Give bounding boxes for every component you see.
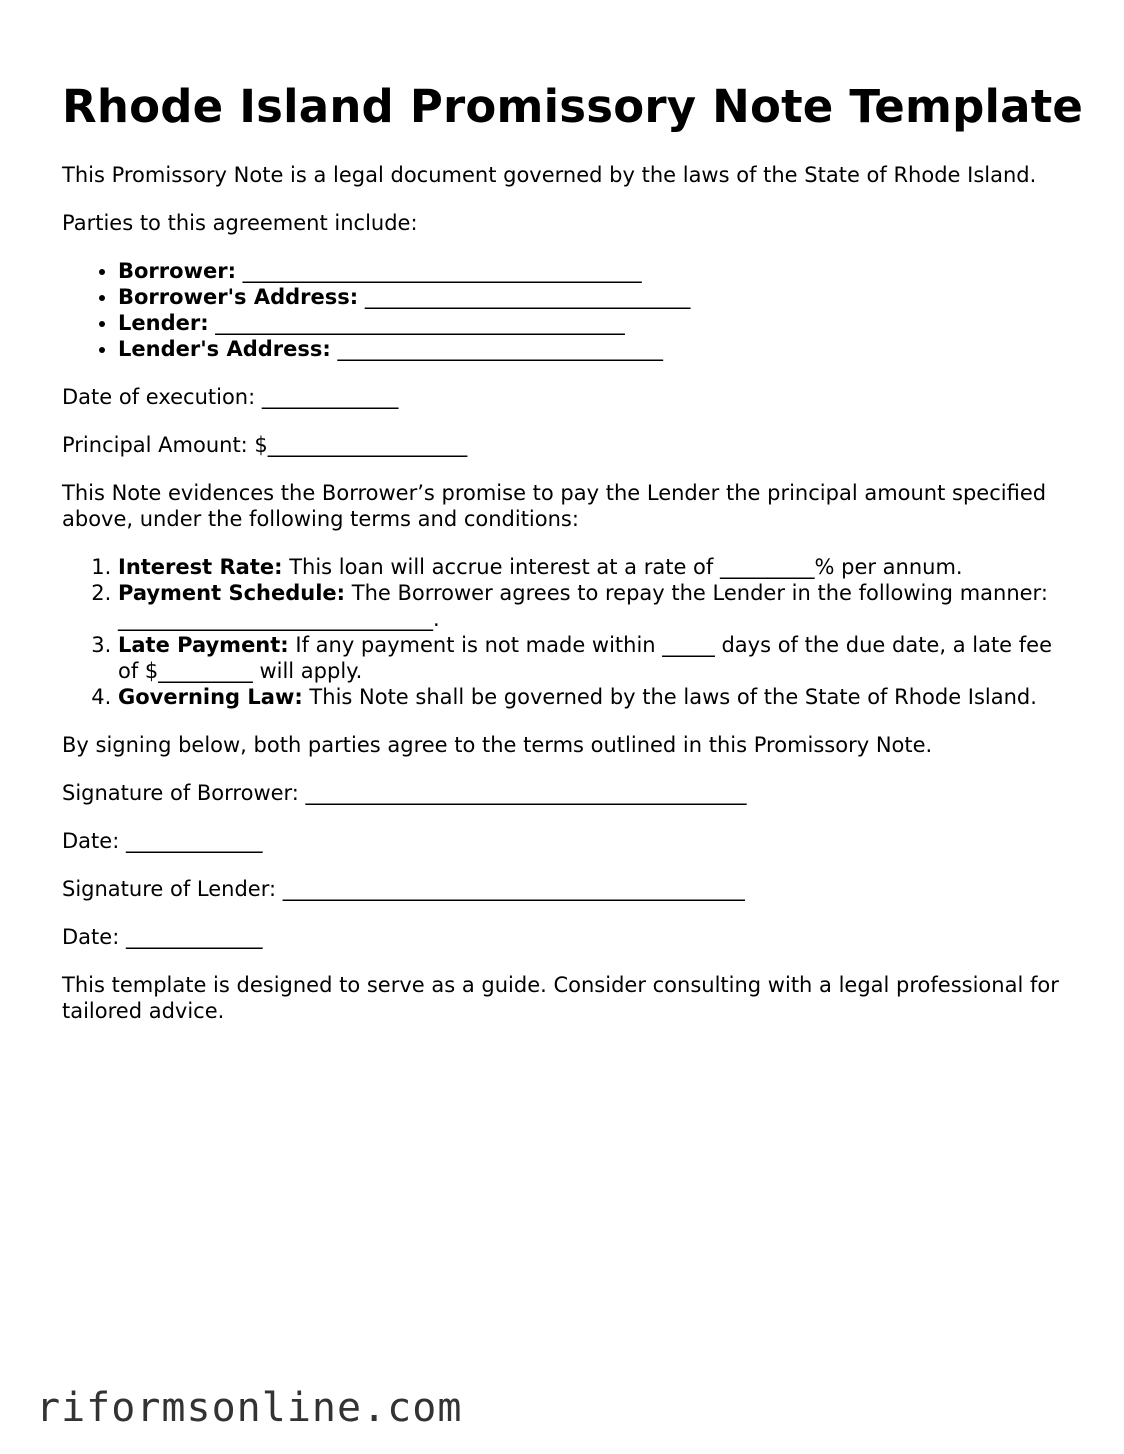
- list-item: [118, 258, 1072, 284]
- parties-list: [62, 258, 1072, 362]
- list-item: [118, 554, 1072, 580]
- date-borrower-line: Date: _____________: [62, 829, 263, 853]
- party-blank: _______________________________: [358, 285, 691, 309]
- party-label: Borrower's Address:: [118, 285, 359, 309]
- evidence-paragraph: This Note evidences the Borrower’s promise to pay the Lender the principal amount specified above, under the following terms and conditions:: [62, 481, 1047, 531]
- principal-amount: Principal Amount: $___________________: [62, 433, 468, 457]
- page-title: Rhode Island Promissory Note Template: [62, 80, 1084, 133]
- intro-paragraph: This Promissory Note is a legal document governed by the laws of the State of Rhode Island.: [62, 163, 1037, 187]
- party-label: Lender's Address:: [118, 337, 331, 361]
- terms-list: [62, 554, 1072, 710]
- term-label: Governing Law:: [118, 685, 303, 709]
- party-label: Lender:: [118, 311, 209, 335]
- site-watermark: riformsonline.com: [36, 1385, 463, 1431]
- date-lender-line: Date: _____________: [62, 925, 263, 949]
- term-text: The Borrower agrees to repay the Lender in the following manner: ______________________________.: [118, 581, 1048, 631]
- disclaimer-paragraph: This template is designed to serve as a guide. Consider consulting with a legal professional for tailored advice.: [62, 973, 1059, 1023]
- list-item: [118, 684, 1072, 710]
- party-blank: ______________________________________: [235, 259, 642, 283]
- date-of-execution: Date of execution: _____________: [62, 385, 399, 409]
- term-text: This Note shall be governed by the laws of the State of Rhode Island.: [302, 685, 1037, 709]
- term-label: Payment Schedule:: [118, 581, 346, 605]
- term-text: If any payment is not made within _____ days of the due date, a late fee of $_________ will apply.: [118, 633, 1053, 683]
- list-item: [118, 580, 1072, 632]
- party-blank: _______________________________: [330, 337, 663, 361]
- party-label: Borrower:: [118, 259, 236, 283]
- list-item: [118, 284, 1072, 310]
- signature-lender-line: Signature of Lender: ____________________________________________: [62, 877, 745, 901]
- agreement-paragraph: By signing below, both parties agree to the terms outlined in this Promissory Note.: [62, 733, 933, 757]
- term-label: Late Payment:: [118, 633, 289, 657]
- list-item: [118, 632, 1072, 684]
- party-blank: _______________________________________: [208, 311, 625, 335]
- term-label: Interest Rate:: [118, 555, 283, 579]
- parties-heading: Parties to this agreement include:: [62, 211, 418, 235]
- signature-borrower-line: Signature of Borrower: __________________________________________: [62, 781, 747, 805]
- list-item: [118, 310, 1072, 336]
- document-page: [62, 0, 1084, 1024]
- list-item: [118, 336, 1072, 362]
- term-text: This loan will accrue interest at a rate of _________% per annum.: [282, 555, 963, 579]
